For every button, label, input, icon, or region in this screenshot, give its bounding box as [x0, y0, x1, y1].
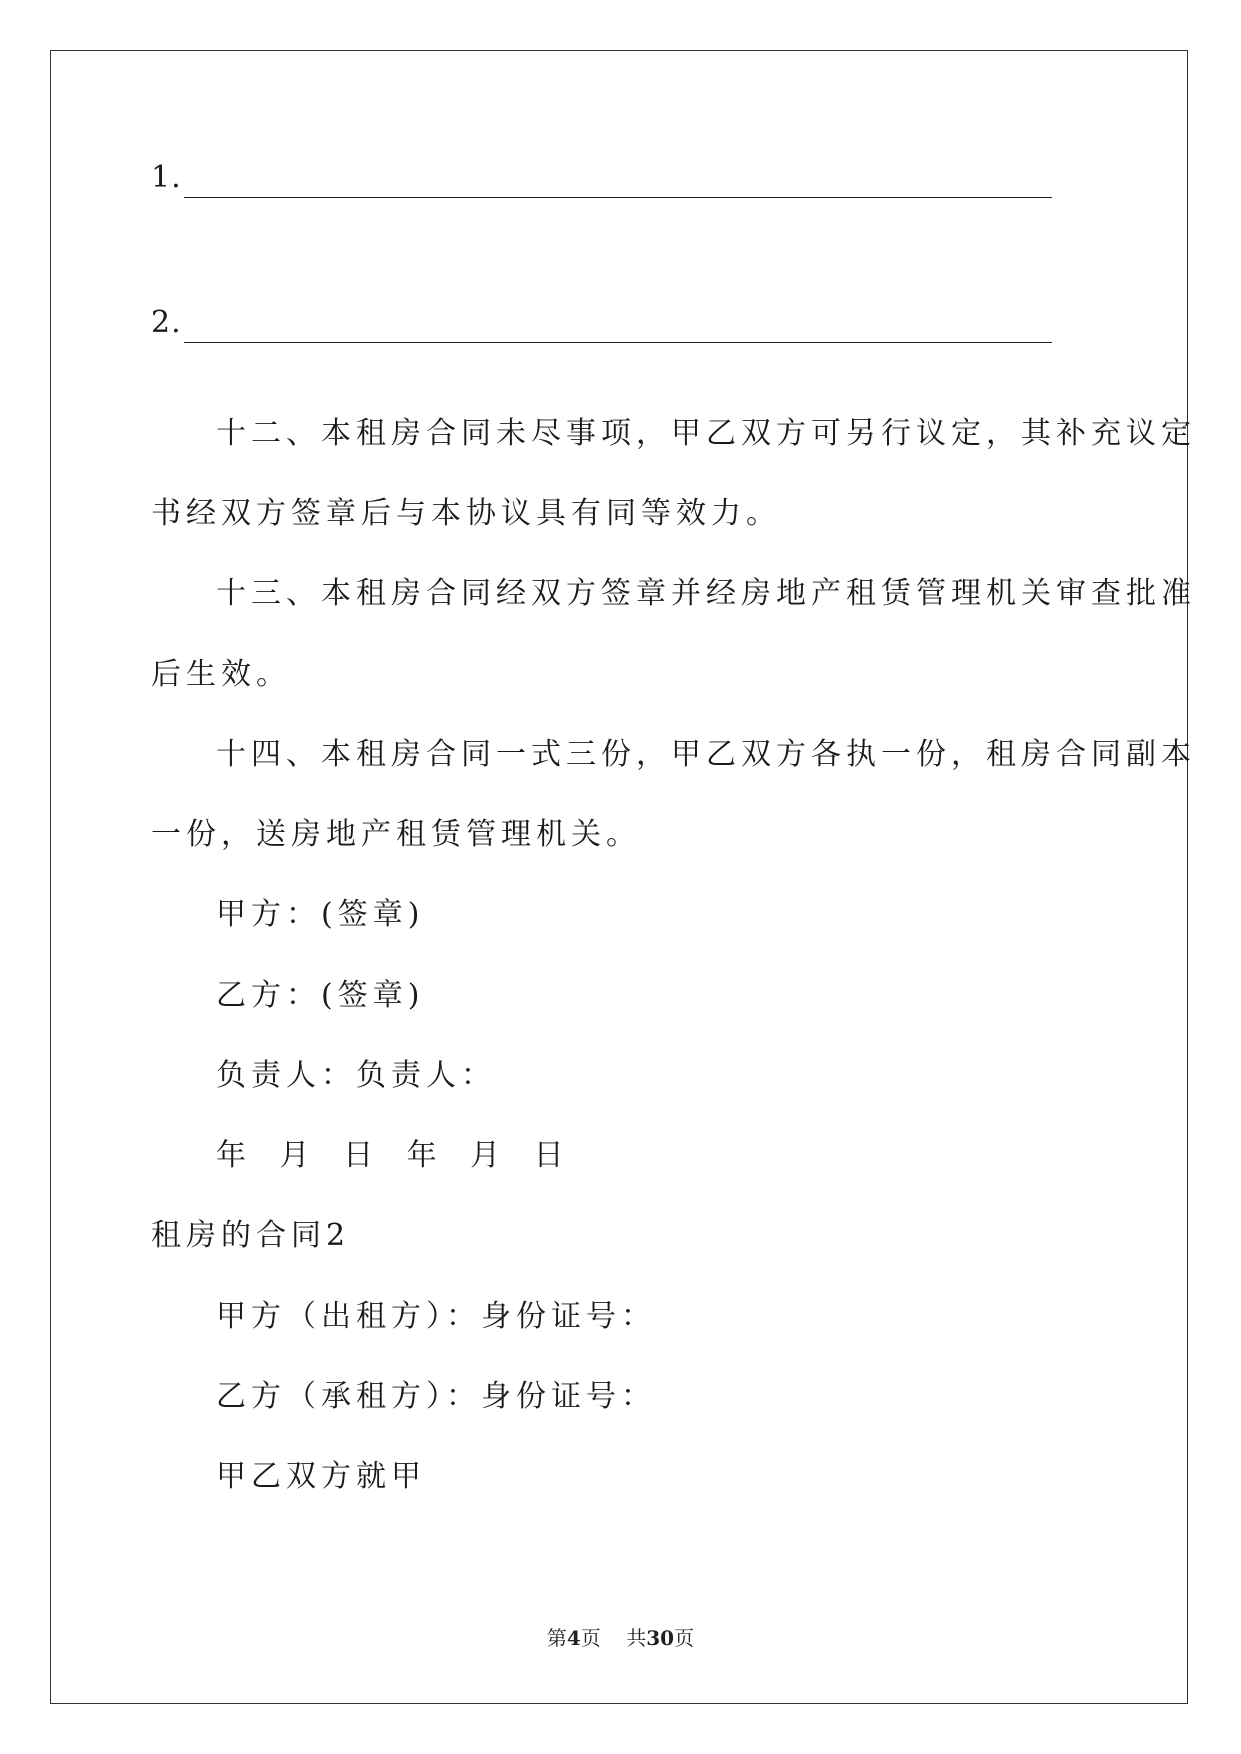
lessor-line: 甲方（出租方）：身份证号：: [216, 1299, 656, 1334]
clause-14-line-1: 十四、本租房合同一式三份，甲乙双方各执一份，租房合同副本: [216, 737, 1196, 772]
blank-number: 2.: [151, 305, 182, 340]
blank-underline: [184, 169, 1052, 198]
footer-page-number: 4: [566, 1626, 581, 1650]
party-b-signature: 乙方：(签章): [216, 978, 425, 1013]
clause-13-line-2: 后生效。: [151, 657, 291, 692]
clause-13-line-1: 十三、本租房合同经双方签章并经房地产租赁管理机关审查批准: [216, 576, 1196, 611]
blank-number: 1.: [151, 160, 182, 195]
blank-field-1: [151, 158, 1052, 198]
footer-total-suffix: 页: [674, 1626, 695, 1650]
party-a-signature: 甲方：(签章): [216, 897, 425, 932]
page-border: [50, 50, 1188, 1704]
contract-2-intro: 甲乙双方就甲: [216, 1459, 426, 1494]
lessee-line: 乙方（承租方）：身份证号：: [216, 1379, 656, 1414]
clause-14-line-2: 一份，送房地产租赁管理机关。: [151, 817, 641, 852]
footer-total-pages: 30: [646, 1626, 675, 1650]
clause-12-line-2: 书经双方签章后与本协议具有同等效力。: [151, 496, 781, 531]
clause-12-line-1: 十二、本租房合同未尽事项，甲乙双方可另行议定，其补充议定: [216, 416, 1196, 451]
signature-date: 年 月 日 年 月 日: [216, 1138, 569, 1173]
footer-page-suffix: 页: [580, 1626, 601, 1650]
responsible-persons: 负责人：负责人：: [216, 1058, 496, 1093]
contract-2-title: 租房的合同2: [151, 1218, 351, 1253]
page-footer: [0, 1622, 1241, 1651]
footer-total-prefix: 共: [626, 1626, 647, 1650]
footer-prefix: 第: [546, 1626, 567, 1650]
blank-field-2: [151, 303, 1052, 343]
blank-underline: [184, 314, 1052, 343]
